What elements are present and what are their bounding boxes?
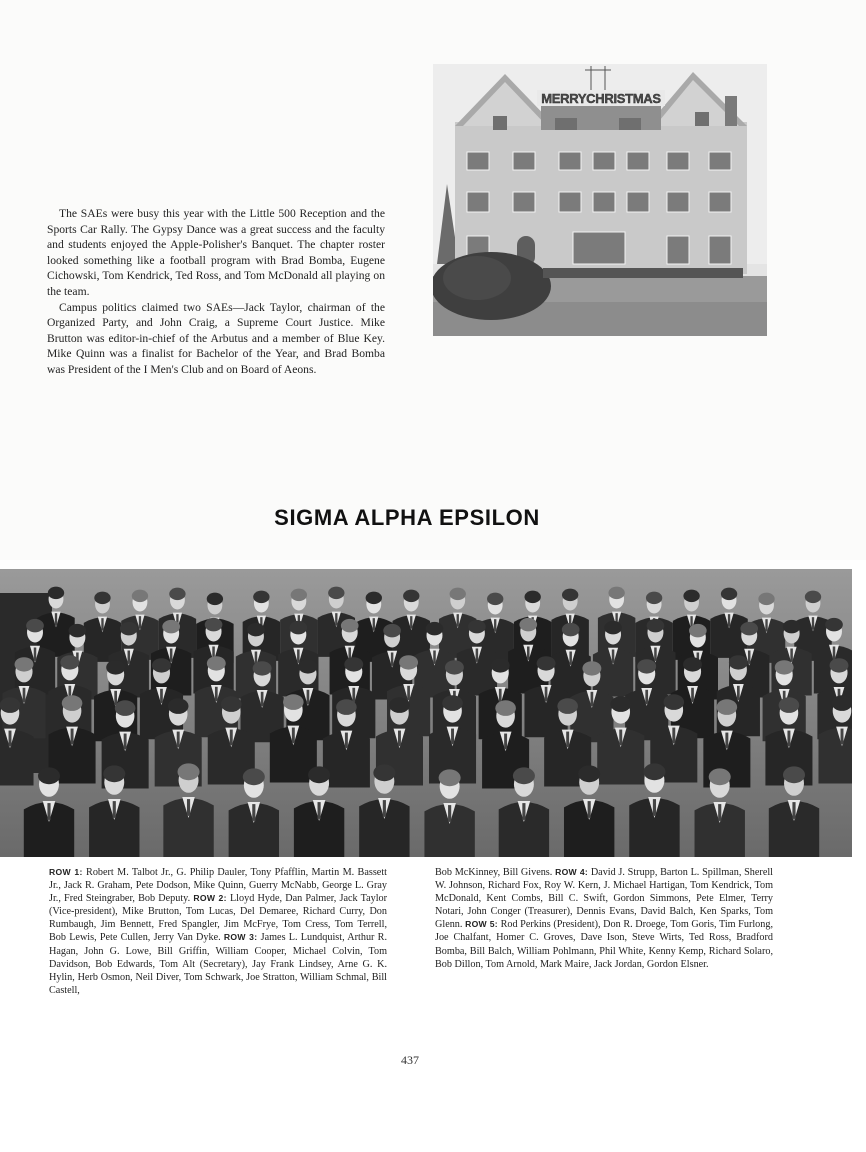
row-4-label: ROW 4: (555, 867, 589, 877)
caption-right-column (435, 866, 773, 971)
chapter-house-photo (433, 64, 767, 336)
row-5-names: Rod Perkins (President), Don R. Droege, Tom Goris, Tim Furlong, Joe Chalfant, Homer C. Groves, Dave Ison, Steve Wirts, Ted Ross, Bradford Bomba, Bill Balch, William Pohlmann, Phil White, Kenny Kemp, Richard Solaro, Bob Dillon, Tom Arnold, Mark Maire, Jack Jordan, Gordon Elsner. (435, 919, 773, 970)
row-1-label: ROW 1: (49, 867, 83, 877)
row-5-label: ROW 5: (465, 919, 498, 930)
group-photo (0, 569, 852, 857)
row-1-names: Robert M. Talbot Jr., G. Philip Dauler, Tony Pfafflin, Martin M. Bassett Jr., Jack R. Graham, Pete Dodson, Mike Quinn, Guerry McNabb, George L. Gray Jr., Fred Steingraber, Bob Deputy. (49, 867, 387, 905)
page-number: 437 (401, 1053, 419, 1067)
page-title: SIGMA ALPHA EPSILON (274, 505, 540, 530)
row-2-label: ROW 2: (193, 893, 227, 904)
row-3-names-continued: Bob McKinney, Bill Givens. (435, 867, 553, 878)
intro-paragraph-1: The SAEs were busy this year with the Little 500 Reception and the Sports Car Rally. The Gypsy Dance was a great success and the faculty and students enjoyed the Apple-Polisher's Banquet. The chapter roster looked something like a football program with Brad Bomba, Eugene Cichowski, Tom Kendrick, Ted Ross, and Tom McDonald all playing on the team. (47, 207, 385, 298)
intro-text (47, 206, 385, 378)
row-2-names: Lloyd Hyde, Dan Palmer, Jack Taylor (Vice-president), Mike Brutton, Tom Lucas, Del Demaree, Richard Curry, Don Rumbaugh, Jim Bennett, Fred Spangler, Jim McFrye, Tom Cress, Tom Terrell, Bob Lewis, Pete Cullen, Jerry Van Dyke. (49, 893, 388, 944)
intro-paragraph-2: Campus politics claimed two SAEs—Jack Taylor, chairman of the Organized Party, and John Craig, a Supreme Court Justice. Mike Brutton was editor-in-chief of the Arbutus and a member of Blue Key. Mike Quinn was a finalist for Bachelor of the Year, and Brad Bomba was President of the I Men's Club and on Board of Aeons. (47, 300, 385, 376)
row-3-label: ROW 3: (223, 932, 258, 943)
row-4-names: David J. Strupp, Barton L. Spillman, Sherell W. Johnson, Richard Fox, Roy W. Kern, J. Michael Hartigan, Tom Kendrick, Tom McDonald, Kent Combs, Bill C. Swift, Gordon Simmons, Pete Elmer, Terry Notari, John Conger (Treasurer), Dennis Evans, David Balch, Ken Sparks, Tom Glenn. (435, 867, 773, 931)
caption-left-column (49, 866, 387, 997)
group-photo-illustration (0, 569, 852, 857)
chapter-house-illustration (433, 64, 767, 336)
merry-christmas-sign: MERRYCHRISTMAS (541, 91, 661, 106)
row-3-names: James L. Lundquist, Arthur R. Hagan, John G. Lowe, Bill Griffin, William Cooper, Michael Colvin, Tom Davidson, Bob Edwards, Tom Alt (Secretary), Jay Frank Lindsey, Arne G. K. Hylin, Herb Osmon, Neil Diver, Tom Schwark, Joe Stratton, William Schmal, Bill Castell, (49, 932, 387, 996)
